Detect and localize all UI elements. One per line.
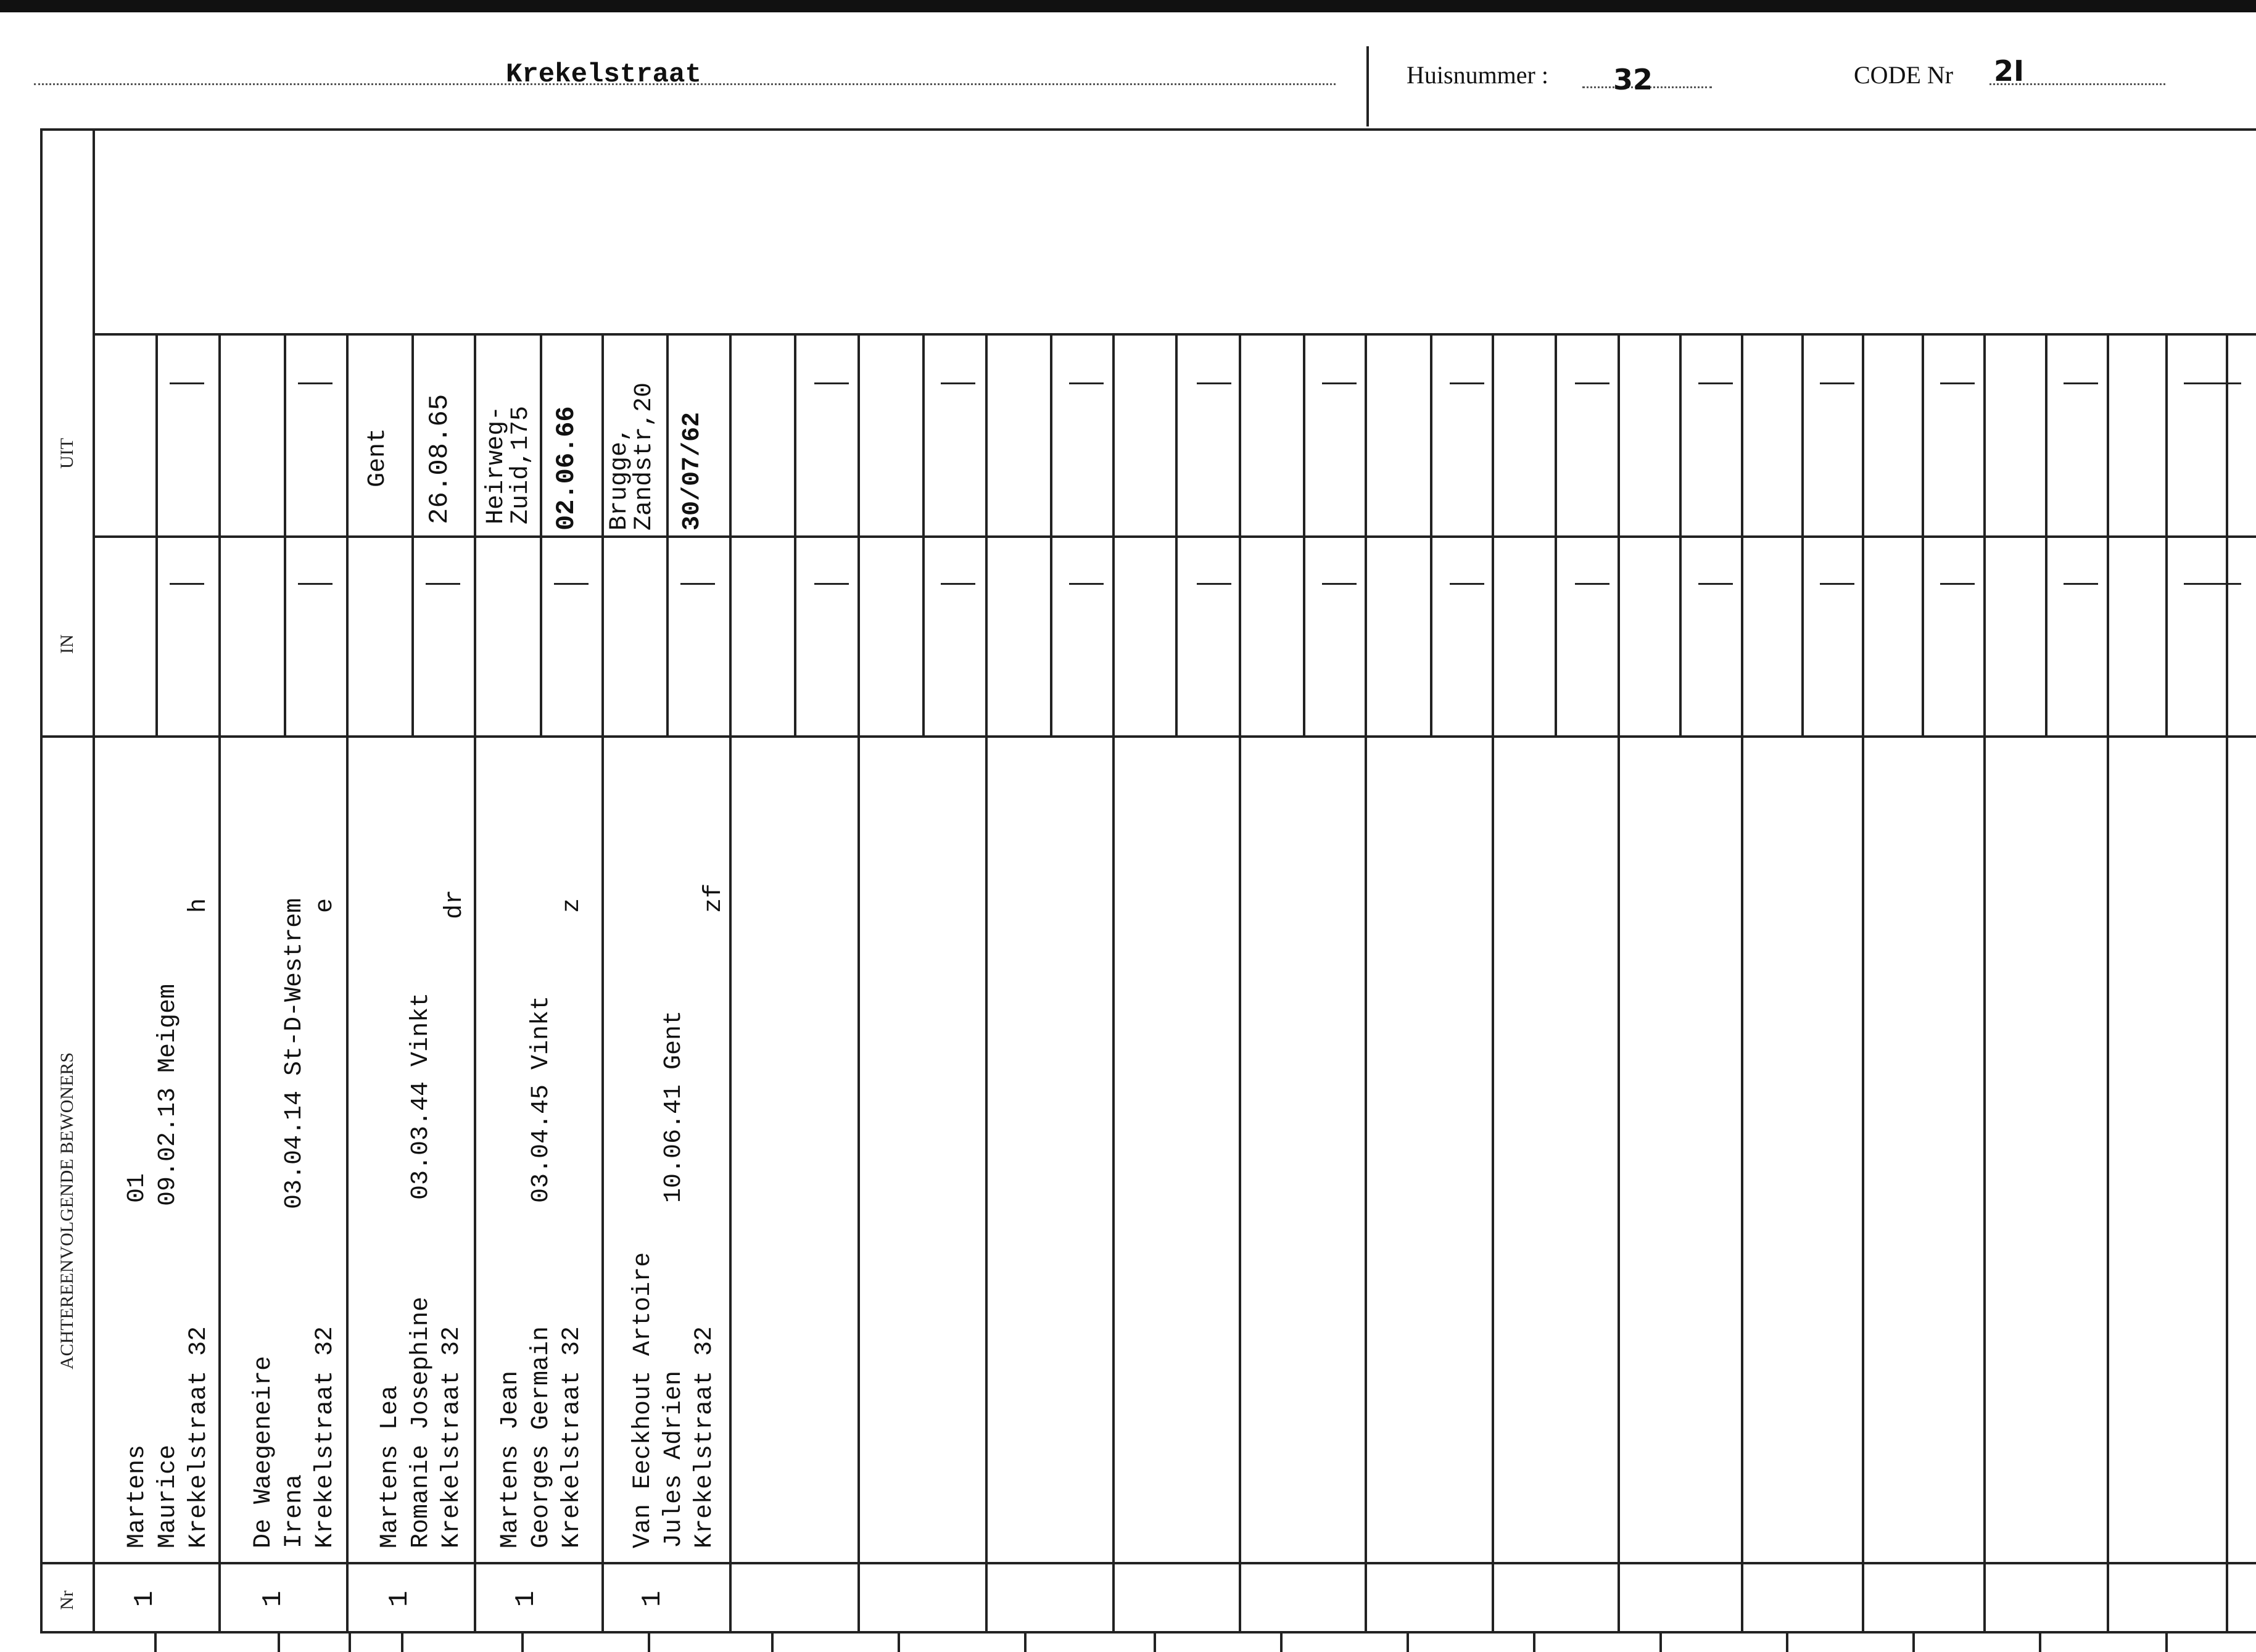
entry-mark: dr xyxy=(441,889,469,919)
in-placeholder-dash xyxy=(554,583,589,585)
out-placeholder-dash xyxy=(170,382,204,384)
sub-column-line xyxy=(1303,333,1305,735)
residents-row-top-line xyxy=(40,735,2256,738)
bottom-edge-tick xyxy=(898,1633,900,1652)
frame-left xyxy=(40,128,43,1633)
birth-date-place: 03.03.44 Vinkt xyxy=(407,992,435,1200)
bottom-edge-tick xyxy=(1280,1633,1283,1652)
resident-name-line: Maurice xyxy=(154,1444,182,1548)
entry-mark: h xyxy=(185,898,213,913)
in-placeholder-dash xyxy=(1698,583,1733,585)
frame-bottom xyxy=(40,1631,2256,1633)
column-line xyxy=(346,333,349,1633)
in-placeholder-dash xyxy=(2064,583,2098,585)
out-placeholder-dash xyxy=(814,382,849,384)
in-placeholder-dash xyxy=(170,583,204,585)
column-line xyxy=(218,333,221,1633)
resident-name-line: Van Eeckhout Artoire xyxy=(629,1252,657,1548)
out-place: Gent xyxy=(364,427,392,487)
column-line xyxy=(857,333,860,1633)
residents-row-label: ACHTEREENVOLGENDE BEWONERS xyxy=(57,1052,77,1369)
column-line xyxy=(1239,333,1241,1633)
resident-name-line: De Waegeneire xyxy=(250,1355,278,1548)
column-line xyxy=(474,333,476,1633)
in-placeholder-dash xyxy=(1322,583,1357,585)
entry-mark: zf xyxy=(700,883,728,913)
column-line xyxy=(1112,333,1115,1633)
column-line xyxy=(2107,333,2109,1633)
column-line xyxy=(601,333,604,1633)
out-placeholder-dash xyxy=(941,382,975,384)
out-row-label: UIT xyxy=(57,438,77,469)
code-label: CODE Nr xyxy=(1854,61,1954,89)
bottom-edge-tick xyxy=(278,1633,280,1652)
sub-column-line xyxy=(1679,333,1682,735)
resident-name-line: Martens xyxy=(123,1444,151,1548)
column-line xyxy=(1983,333,1986,1633)
birth-date-place: 09.02.13 Meigem xyxy=(154,983,182,1206)
resident-name-line: Jules Adrien xyxy=(660,1370,688,1548)
out-placeholder-dash xyxy=(1450,382,1484,384)
bottom-edge-tick xyxy=(1154,1633,1156,1652)
birth-date-place: 03.04.45 Vinkt xyxy=(527,995,555,1203)
top-border xyxy=(0,0,2256,12)
in-placeholder-dash xyxy=(1575,583,1609,585)
column-line xyxy=(729,333,732,1633)
sub-column-line xyxy=(794,333,796,735)
entry-number: 1 xyxy=(384,1590,415,1607)
resident-address: Krekelstraat 32 xyxy=(312,1326,339,1548)
entry-mark: e xyxy=(312,898,339,913)
entry-number: 1 xyxy=(511,1590,542,1607)
column-line xyxy=(2226,333,2228,1633)
sub-column-line xyxy=(1175,333,1178,735)
column-line xyxy=(1618,333,1620,1633)
out-date: 30/07/62 xyxy=(679,411,706,531)
sub-column-line xyxy=(411,333,414,735)
out-placeholder-dash xyxy=(2064,382,2098,384)
house-number-label: Huisnummer : xyxy=(1407,61,1548,89)
bottom-edge-tick xyxy=(1786,1633,1788,1652)
entry-number: 1 xyxy=(130,1590,160,1607)
out-placeholder-dash xyxy=(1698,382,1733,384)
house-number-value: 32 xyxy=(1613,63,1653,96)
sub-column-line xyxy=(1555,333,1557,735)
in-placeholder-dash xyxy=(1197,583,1231,585)
entry-number: 1 xyxy=(637,1590,668,1607)
resident-address: Krekelstraat 32 xyxy=(438,1326,466,1548)
street-name: Krekelstraat xyxy=(506,59,701,90)
out-place: Brugge, Zandstr,20 xyxy=(606,382,658,531)
nr-row-label: Nr xyxy=(57,1590,77,1610)
sub-column-line xyxy=(155,333,158,735)
resident-address: Krekelstraat 32 xyxy=(558,1326,586,1548)
column-line xyxy=(1492,333,1494,1633)
bottom-edge-tick xyxy=(521,1633,524,1652)
out-row-top-line xyxy=(93,333,2256,336)
out-placeholder-dash xyxy=(1197,382,1231,384)
resident-name-line: Irena xyxy=(281,1474,308,1548)
bottom-edge-tick xyxy=(154,1633,157,1652)
resident-name-line: Georges Germain xyxy=(527,1326,555,1548)
resident-name-line: Martens Jean xyxy=(497,1370,524,1548)
sub-column-line xyxy=(1430,333,1432,735)
code-value: 2I xyxy=(1994,54,2025,88)
column-line xyxy=(1862,333,1864,1633)
bottom-edge-tick xyxy=(1533,1633,1535,1652)
in-row-top-line xyxy=(93,535,2256,538)
in-placeholder-dash xyxy=(1820,583,1854,585)
resident-name-line: Martens Lea xyxy=(376,1385,404,1548)
out-place: Heirweg- Zuid,175 xyxy=(482,405,535,524)
in-placeholder-dash xyxy=(941,583,975,585)
in-row-label: IN xyxy=(57,634,77,654)
birth-code: 01 xyxy=(123,1173,151,1203)
out-placeholder-dash xyxy=(298,382,333,384)
out-placeholder-dash xyxy=(1322,382,1357,384)
header-separator xyxy=(1366,46,1369,126)
birth-date-place: 10.06.41 Gent xyxy=(660,1010,688,1203)
sub-column-line xyxy=(1801,333,1804,735)
bottom-edge-tick xyxy=(1912,1633,1915,1652)
resident-address: Krekelstraat 32 xyxy=(691,1326,719,1548)
in-placeholder-dash xyxy=(1450,583,1484,585)
out-date: 02.06.66 xyxy=(552,406,581,531)
entry-mark: z xyxy=(558,898,586,913)
in-placeholder-dash xyxy=(814,583,849,585)
out-placeholder-dash xyxy=(2207,382,2241,384)
bottom-edge-tick xyxy=(1024,1633,1027,1652)
in-placeholder-dash xyxy=(1069,583,1104,585)
column-line xyxy=(1365,333,1367,1633)
bottom-edge-tick xyxy=(771,1633,774,1652)
out-date: 26.08.65 xyxy=(424,394,455,524)
in-placeholder-dash xyxy=(680,583,715,585)
column-line xyxy=(1741,333,1743,1633)
bottom-edge-tick xyxy=(1659,1633,1662,1652)
bottom-edge-tick xyxy=(2165,1633,2168,1652)
frame-top xyxy=(40,128,2256,131)
out-placeholder-dash xyxy=(1940,382,1975,384)
sub-column-line xyxy=(922,333,925,735)
sub-column-line xyxy=(2045,333,2047,735)
column-line xyxy=(985,333,988,1633)
entry-number: 1 xyxy=(258,1590,289,1607)
out-placeholder-dash xyxy=(1820,382,1854,384)
out-placeholder-dash xyxy=(1575,382,1609,384)
nr-row-top-line xyxy=(40,1562,2256,1564)
in-placeholder-dash xyxy=(298,583,333,585)
in-placeholder-dash xyxy=(426,583,460,585)
sub-column-line xyxy=(284,333,286,735)
sub-column-line xyxy=(1050,333,1052,735)
birth-date-place: 03.04.14 St-D-Westrem xyxy=(281,898,308,1209)
in-placeholder-dash xyxy=(1940,583,1975,585)
sub-column-line xyxy=(666,333,669,735)
resident-name-line: Romanie Josephine xyxy=(407,1296,435,1548)
bottom-edge-tick xyxy=(648,1633,650,1652)
sub-column-line xyxy=(2165,333,2168,735)
bottom-edge-tick xyxy=(401,1633,403,1652)
bottom-edge-tick xyxy=(2039,1633,2041,1652)
bottom-edge-tick xyxy=(349,1633,351,1652)
sub-column-line xyxy=(540,333,542,735)
out-placeholder-dash xyxy=(1069,382,1104,384)
in-placeholder-dash xyxy=(2207,583,2241,585)
sub-column-line xyxy=(1922,333,1924,735)
label-column-divider xyxy=(93,128,95,1633)
resident-address: Krekelstraat 32 xyxy=(185,1326,213,1548)
bottom-edge-tick xyxy=(1407,1633,1409,1652)
